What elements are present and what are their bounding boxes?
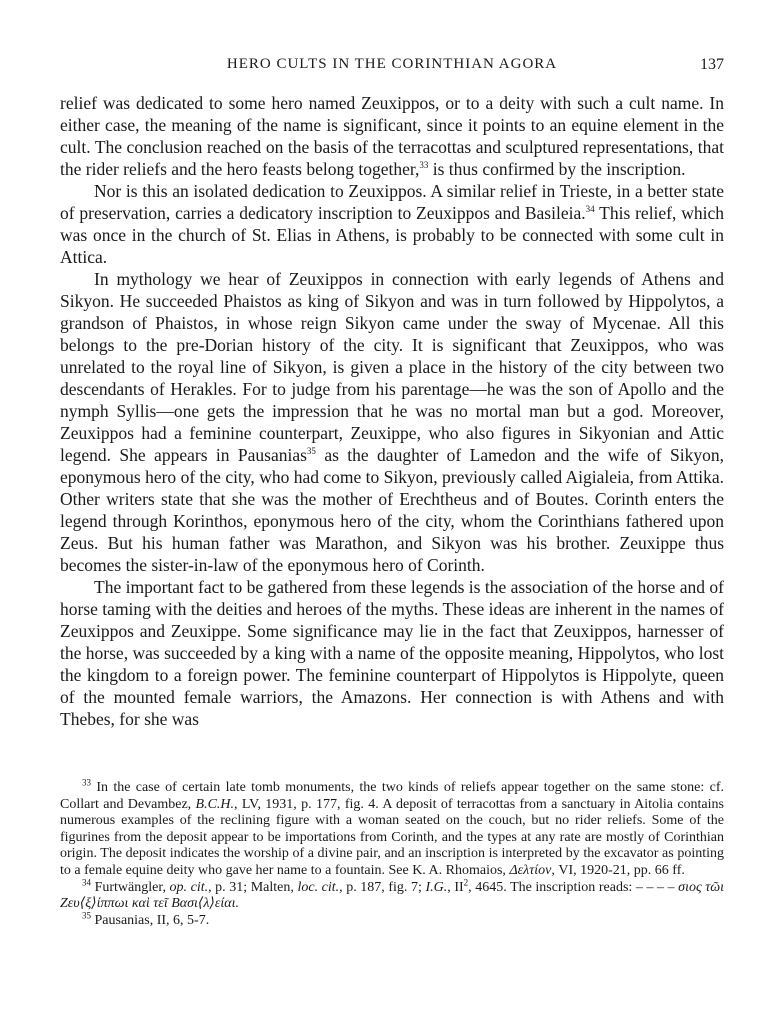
paragraph-text: relief was dedicated to some hero named Zeuxippos, or to a deity with such a cult name. In either case, the meaning of the name is significant, since it points to an equine element in the cult. The conclusion reached on the basis of the terracottas and sculptured representations, that the rider reliefs and the hero feasts belong together, <box>60 93 724 179</box>
footnote-text: Pausanias, II, 6, 5-7. <box>91 912 210 928</box>
paragraph <box>60 576 724 730</box>
footnote-text: , LV, 1931, p. 177, fig. 4. A deposit of terracottas from a sanctuary in Aitolia contains numerous examples of the reclining figure with a woman seated on the couch, but no rider reliefs. Some of the figurines from the deposit appear to be importations from Corinth, and the types at any rate are mostly of Corinthian origin. The deposit indicates the worship of a divine pair, and an inscription is interpreted by the excavator as pointing to a female equine deity who gave her name to a fountain. See K. A. Rhomaios, <box>60 796 724 878</box>
footnote-text: 2 <box>463 876 469 887</box>
footnote-text: , p. 31; Malten, <box>208 879 298 895</box>
footnote-text: I.G. <box>425 879 448 895</box>
page-number: 137 <box>700 56 724 73</box>
footnote-text: op. cit. <box>169 879 209 895</box>
body-text <box>60 92 724 730</box>
paragraph-text: as the daughter of Lamedon and the wife of Sikyon, eponymous hero of the city, who had come to Sikyon, previously called Aigialeia, from Attika. Other writers state that she was the mother of Erechtheus and of Boutes. Corinth enters the legend through Korinthos, eponymous hero of the city, whom the Corinthians fathered upon Zeus. But his human father was Marathon, and Sikyon was his brother. Zeuxippe thus becomes the sister-in-law of the eponymous hero of Corinth. <box>60 445 724 575</box>
paragraph-text: This relief, which was once in the church of St. Elias in Athens, is probably to be connected with some cult in Attica. <box>60 203 724 267</box>
paragraph-text: In mythology we hear of Zeuxippos in connection with early legends of Athens and Sikyon. He succeeded Phaistos as king of Sikyon and was in turn followed by Hippolytos, a grandson of Phaistos, in whose reign Sikyon came under the sway of Mycenae. All this belongs to the pre-Dorian history of the city. It is significant that Zeuxippos, who was unrelated to the royal line of Sikyon, is given a place in the history of the city between two descendants of Herakles. For to judge from his parentage—he was the son of Apollo and the nymph Syllis—one gets the impression that he was no mortal man but a god. Moreover, Zeuxippos had a feminine counterpart, Zeuxippe, who also figures in Sikyonian and Attic legend. She appears in Pausanias <box>60 269 724 465</box>
paragraph <box>60 180 724 268</box>
footnote <box>60 876 725 913</box>
footnote-text: Furtwängler, <box>91 879 170 895</box>
footnotes <box>60 777 725 929</box>
footnote <box>60 910 724 930</box>
footnote-ref: 35 <box>306 446 316 457</box>
footnote-text: In the case of certain late tomb monuments, the two kinds of reliefs appear together on the same stone: cf. Collart and Devambez, <box>60 780 724 812</box>
footnote-number: 34 <box>82 876 91 887</box>
footnote <box>60 777 724 880</box>
greek-inscription: – – – – σιος τῶι Ζευ⟨ξ⟩ίππωι καὶ τεῖ Βασι⟨λ⟩είαι. <box>60 879 725 912</box>
footnote-ref: 33 <box>419 160 429 171</box>
paragraph <box>60 92 724 180</box>
footnote-number: 35 <box>82 910 91 921</box>
paragraph-text: Nor is this an isolated dedication to Zeuxippos. A similar relief in Trieste, in a better state of preservation, carries a dedicatory inscription to Zeuxippos and Basileia. <box>60 181 724 223</box>
footnote-text: , 4645. The inscription reads: <box>468 879 636 895</box>
footnote-text: B.C.H. <box>195 796 235 812</box>
footnote-text: loc. cit. <box>297 879 340 895</box>
footnote-text: , p. 187, fig. 7; <box>339 879 426 895</box>
footnote-ref: 34 <box>585 204 595 215</box>
footnote-text: Δελτίον <box>509 862 552 878</box>
paragraph <box>60 268 724 576</box>
paragraph-text: is thus confirmed by the inscription. <box>428 159 686 179</box>
paragraph-text: The important fact to be gathered from these legends is the association of the horse and of horse taming with the deities and heroes of the myths. These ideas are inherent in the names of Zeuxippos and Zeuxippe. Some significance may lie in the fact that Zeuxippos, harnesser of the horse, was succeeded by a king with a name of the opposite meaning, Hippolytos, who lost the kingdom to a foreign power. The feminine counterpart of Hippolytos is Hippolyte, queen of the mounted female warriors, the Amazons. Her connection is with Athens and with Thebes, for she was <box>60 577 724 729</box>
running-header <box>60 56 724 80</box>
running-title: HERO CULTS IN THE CORINTHIAN AGORA <box>226 56 558 72</box>
footnote-text: , II <box>447 879 464 895</box>
footnote-text: , VI, 1920-21, pp. 66 ff. <box>551 862 685 878</box>
footnote-number: 33 <box>82 777 91 788</box>
